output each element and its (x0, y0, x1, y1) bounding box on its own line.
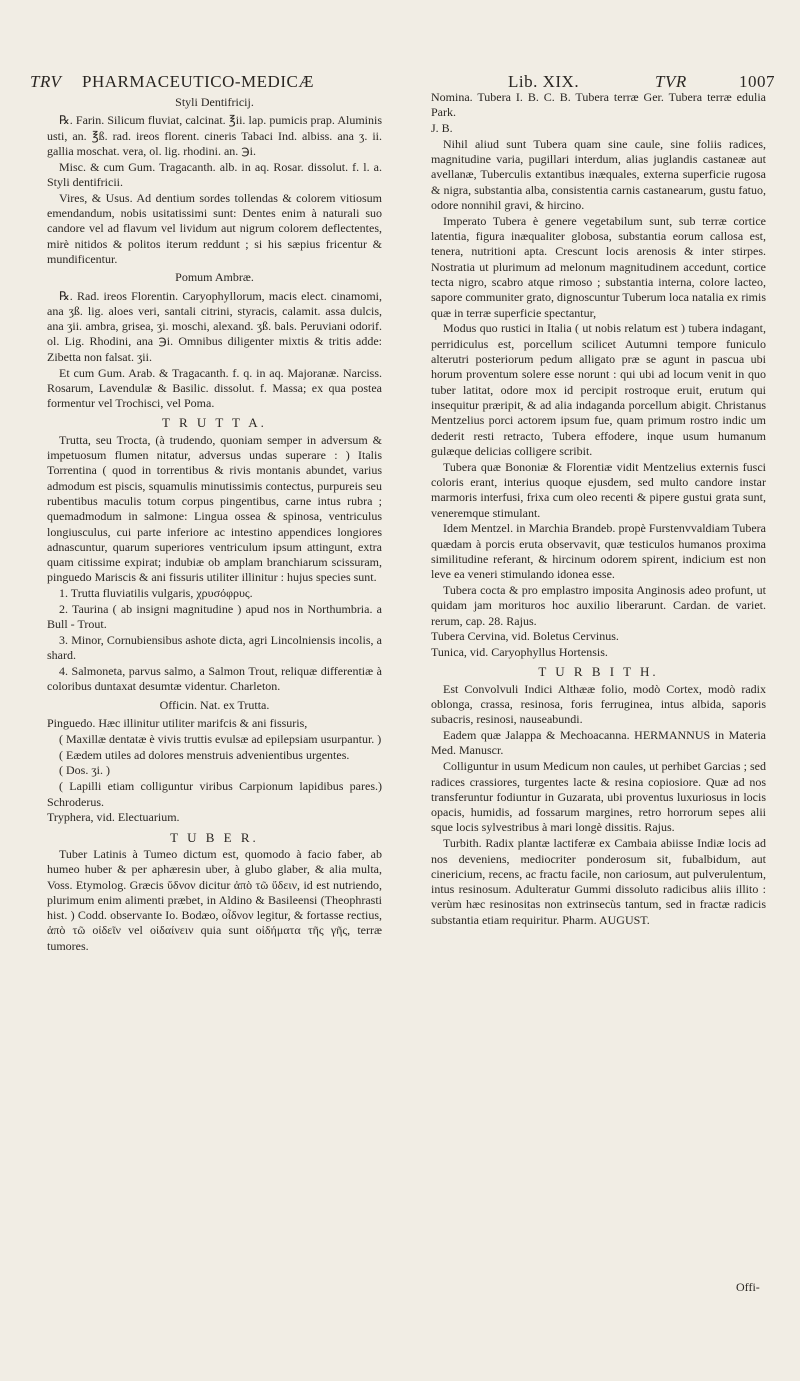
left-column (47, 92, 382, 955)
paragraph: Turbith. Radix plantæ lactiferæ ex Cambaia abiisse Indiæ locis ad nos deveniens, mediocriter ponderosum sit, fubalbidum, aut cinericium, recens, ac fractu facile, non cariosum, aut pulverulentum, intus resinosum. Adulteratur Gummi dissoluto radicibus aliis illito : verùm hæc resinositas non extrinsecùs tantum, sed in fractæ radicis substantia etiam requiritur. Pharm. AUGUST. (431, 836, 766, 927)
paragraph: Misc. & cum Gum. Tragacanth. alb. in aq. Rosar. dissolut. f. l. a. Styli dentifricii. (47, 159, 382, 189)
catchword: Offi- (736, 1280, 760, 1294)
book-number: Lib. XIX. (508, 72, 580, 91)
page-number: 1007 (739, 72, 775, 91)
paragraph: Idem Mentzel. in Marchia Brandeb. propè Furstenvvaldiam Tubera quædam à porcis eruta observavit, quæ testiculos humanos proxima similitudine referant, & hircinum odorem spirent, indicium est non leve ea veneri stimulando idonea esse. (431, 521, 766, 582)
paragraph: Est Convolvuli Indici Althææ folio, modò Cortex, modò radix oblonga, crassa, resinosa, foris ferruginea, intus albida, saporis subacris, resinosi, nauseabundi. (431, 681, 766, 727)
paragraph: Vires, & Usus. Ad dentium sordes tollendas & colorem vitiosum emendandum, nobis usitatissimi sunt: Dentes enim à naturali suo candore vel ad flavum vel lividum aut nigrum colorem deflectentes, mirè nitidos & politos iterum reddunt ; si his sæpius fricentur & mundificentur. (47, 190, 382, 266)
paragraph: 3. Minor, Cornubiensibus ashote dicta, agri Lincolniensis incolis, a shard. (47, 633, 382, 663)
paragraph: Colliguntur in usum Medicum non caules, ut perhibet Garcias ; sed radices crassiores, turgentes lacte & resina copiosiore. Quæ ad nos transferuntur fodiuntur in Guzarata, ubi proventus luxuriosus in locis opacis, humidis, ad fossarum margines, retro horrorum sepes alii sque locis sylvestribus à mari longè dissitis. Rajus. (431, 759, 766, 835)
left-signature: TRV (30, 72, 62, 91)
paragraph: Modus quo rustici in Italia ( ut nobis relatum est ) tubera indagant, perridiculus est, porcellum scilicet Autumni tempore funiculo alterutri posteriorum pedum alligato præ se agunt in pascua ubi horum proventum solere esse norunt : qui ubi ad locum venit in quo tuber latitat, odore mox id percipit rostroque eruit, erutum qui insequitur præripit, & ad alia indaganda porcellum abigit. Christanus Mentzelius porci actorem ipsum fue, quam primum rostro indic um dederit resti retracto, Tubera effodere, inque usum humanum gulæque delicias colligere scribit. (431, 321, 766, 458)
right-column (431, 90, 766, 929)
paragraph: Tubera Cervina, vid. Boletus Cervinus. (431, 629, 619, 644)
section-heading: Styli Dentifricij. (175, 95, 254, 109)
entry-heading: T U R B I T H. (538, 664, 659, 680)
paragraph: 4. Salmoneta, parvus salmo, a Salmon Trout, reliquæ differentiæ à coloribus duntaxat desumtæ videntur. Charleton. (47, 664, 382, 694)
entry-heading: T R U T T A. (162, 415, 267, 431)
paragraph: Eadem quæ Jalappa & Mechoacanna. HERMANNUS in Materia Med. Manuscr. (431, 728, 766, 758)
paragraph: Tunica, vid. Caryophyllus Hortensis. (431, 645, 608, 660)
right-signature: TVR (655, 72, 687, 91)
paragraph: ( Eædem utiles ad dolores menstruis advenientibus urgentes. (59, 747, 350, 762)
paragraph: ( Lapilli etiam colliguntur viribus Carpionum lapidibus pares.) Schroderus. (47, 779, 382, 809)
section-heading: Pomum Ambræ. (175, 270, 254, 285)
paragraph: Nomina. Tubera I. B. C. B. Tubera terræ Ger. Tubera terræ edulia Park. (431, 90, 766, 120)
paragraph: ℞. Farin. Silicum fluviat, calcinat. ℥ii. lap. pumicis prap. Aluminis usti, an. ℥ß. rad. ireos florent. cineris Tabaci Ind. albiss. ana ʒ. ii. gallia moschat. vera, ol. lig. rhodini. an. ℈i. (47, 113, 382, 158)
paragraph: Nihil aliud sunt Tubera quam sine caule, sine foliis radices, magnitudine varia, pugillari interdum, alias juglandis castaneæ aut avellanæ, Tuberculis extantibus inæquales, externa superficie rugosa & nigra, substantia alba, consistentia carnis castanearum, gustu fatuo, odore nonnihil gravi, & hircino. (431, 136, 766, 213)
header-title: PHARMACEUTICO-MEDICÆ (82, 72, 314, 91)
paragraph: Pinguedo. Hæc illinitur utiliter marifcis & ani fissuris, (47, 716, 308, 731)
paragraph: Imperato Tubera è genere vegetabilum sunt, sub terræ cortice latentia, figura inæqualiter globosa, substantia eorum callosa est, tenera, nutritioni apta. Crescunt locis arenosis & inter stirpes. Nostratia ut plurimum ad melonum magnitudinem accedunt, cortice tecta nigro, scabro atque rimoso ; substantia interna, colore lacteo, sapore communiter grato, dignoscuntur Tuberum loca natalia ex rimis quæ in terræ superficie spectantur, (431, 213, 766, 320)
paragraph: J. B. (431, 121, 453, 136)
entry-heading: T U B E R. (170, 829, 259, 845)
paragraph: Tubera quæ Bononiæ & Florentiæ vidit Mentzelius externis fusci coloris erant, interius quoque ejusdem, sed multo candore instar marmoris interfusi, frixa cum oleo recenti & pipere gustui grata sunt, veneremque stimulant. (431, 459, 766, 520)
paragraph: ℞. Rad. ireos Florentin. Caryophyllorum, macis elect. cinamomi, ana ʒß. lig. aloes veri, santali citrini, styracis, calamit. assa dulcis, ana ʒii. ambra, grisea, ʒi. moschi, alexand. ʒß. bals. Peruviani odorif. ol. Lig. Rhodini, ana ℈i. Omnibus diligenter mixtis & tritis adde: Zibetta non falsat. ʒii. (47, 288, 382, 364)
paragraph: Et cum Gum. Arab. & Tragacanth. f. q. in aq. Majoranæ. Narciss. Rosarum, Lavendulæ & Basilic. dissolut. f. Massa; ex qua postea formentur vel Trochisci, vel Poma. (47, 365, 382, 411)
paragraph: Tubera cocta & pro emplastro imposita Anginosis adeo profunt, ut quidam jam morituros hoc auxilio liberarunt. Cardan. de variet. rerum, cap. 28. Rajus. (431, 583, 766, 628)
paragraph: ( Maxillæ dentatæ è vivis truttis evulsæ ad epilepsiam usurpantur. ) (59, 731, 382, 746)
paragraph: Tuber Latinis à Tumeo dictum est, quomodo à facio faber, ab humeo huber & per aphæresin uber, à glubo glaber, & alia multa, Voss. Etymolog. Græcis ὕδνον dicitur ἀπὸ τῶ ὕδειν, id est nutriendo, plurimum enim alimenti præbet, in Aldino & Basileensi (Theophrasti hist. ) Codd. observante Io. Bodæo, οἶδνον legitur, & fortasse rectius, ἀπὸ τῶ οἰδεῖν vel οἰδαίνειν quia sunt οἰδήματα τῆς γῆς, terræ tumores. (47, 846, 382, 953)
paragraph: 1. Trutta fluviatilis vulgaris, χρυσόφρυς. (59, 586, 253, 601)
paragraph: Trutta, seu Trocta, (à trudendo, quoniam semper in adversum & impetuosum flumen nitatur, adversus undas superare : ) Italis Torrentina ( quod in torrentibus & rivis montanis abundet, varius admodum est piscis, squamulis minutissimis contectus, purpureis seu rubentibus maculis totum corpus pingentibus, carne intus rubra ; quemadmodum in salmone: Lingua ossea & spinosa, ventriculus longiusculus, cui parte inferiore ac intestino appendices longiores adnascuntur, quarum superiores ventriculum ipsum attingunt, extra quam citissime expirat; indubiæ ob amplam branchiarum scissuram, pinguedo Mariscis & ani fissuris utiliter illinitur : hujus species sunt. (47, 432, 382, 585)
paragraph: ( Dos. ʒi. ) (59, 763, 110, 778)
paragraph: 2. Taurina ( ab insigni magnitudine ) apud nos in Northumbria. a Bull - Trout. (47, 602, 382, 632)
paragraph: Tryphera, vid. Electuarium. (47, 810, 180, 825)
section-heading: Officin. Nat. ex Trutta. (159, 697, 270, 712)
